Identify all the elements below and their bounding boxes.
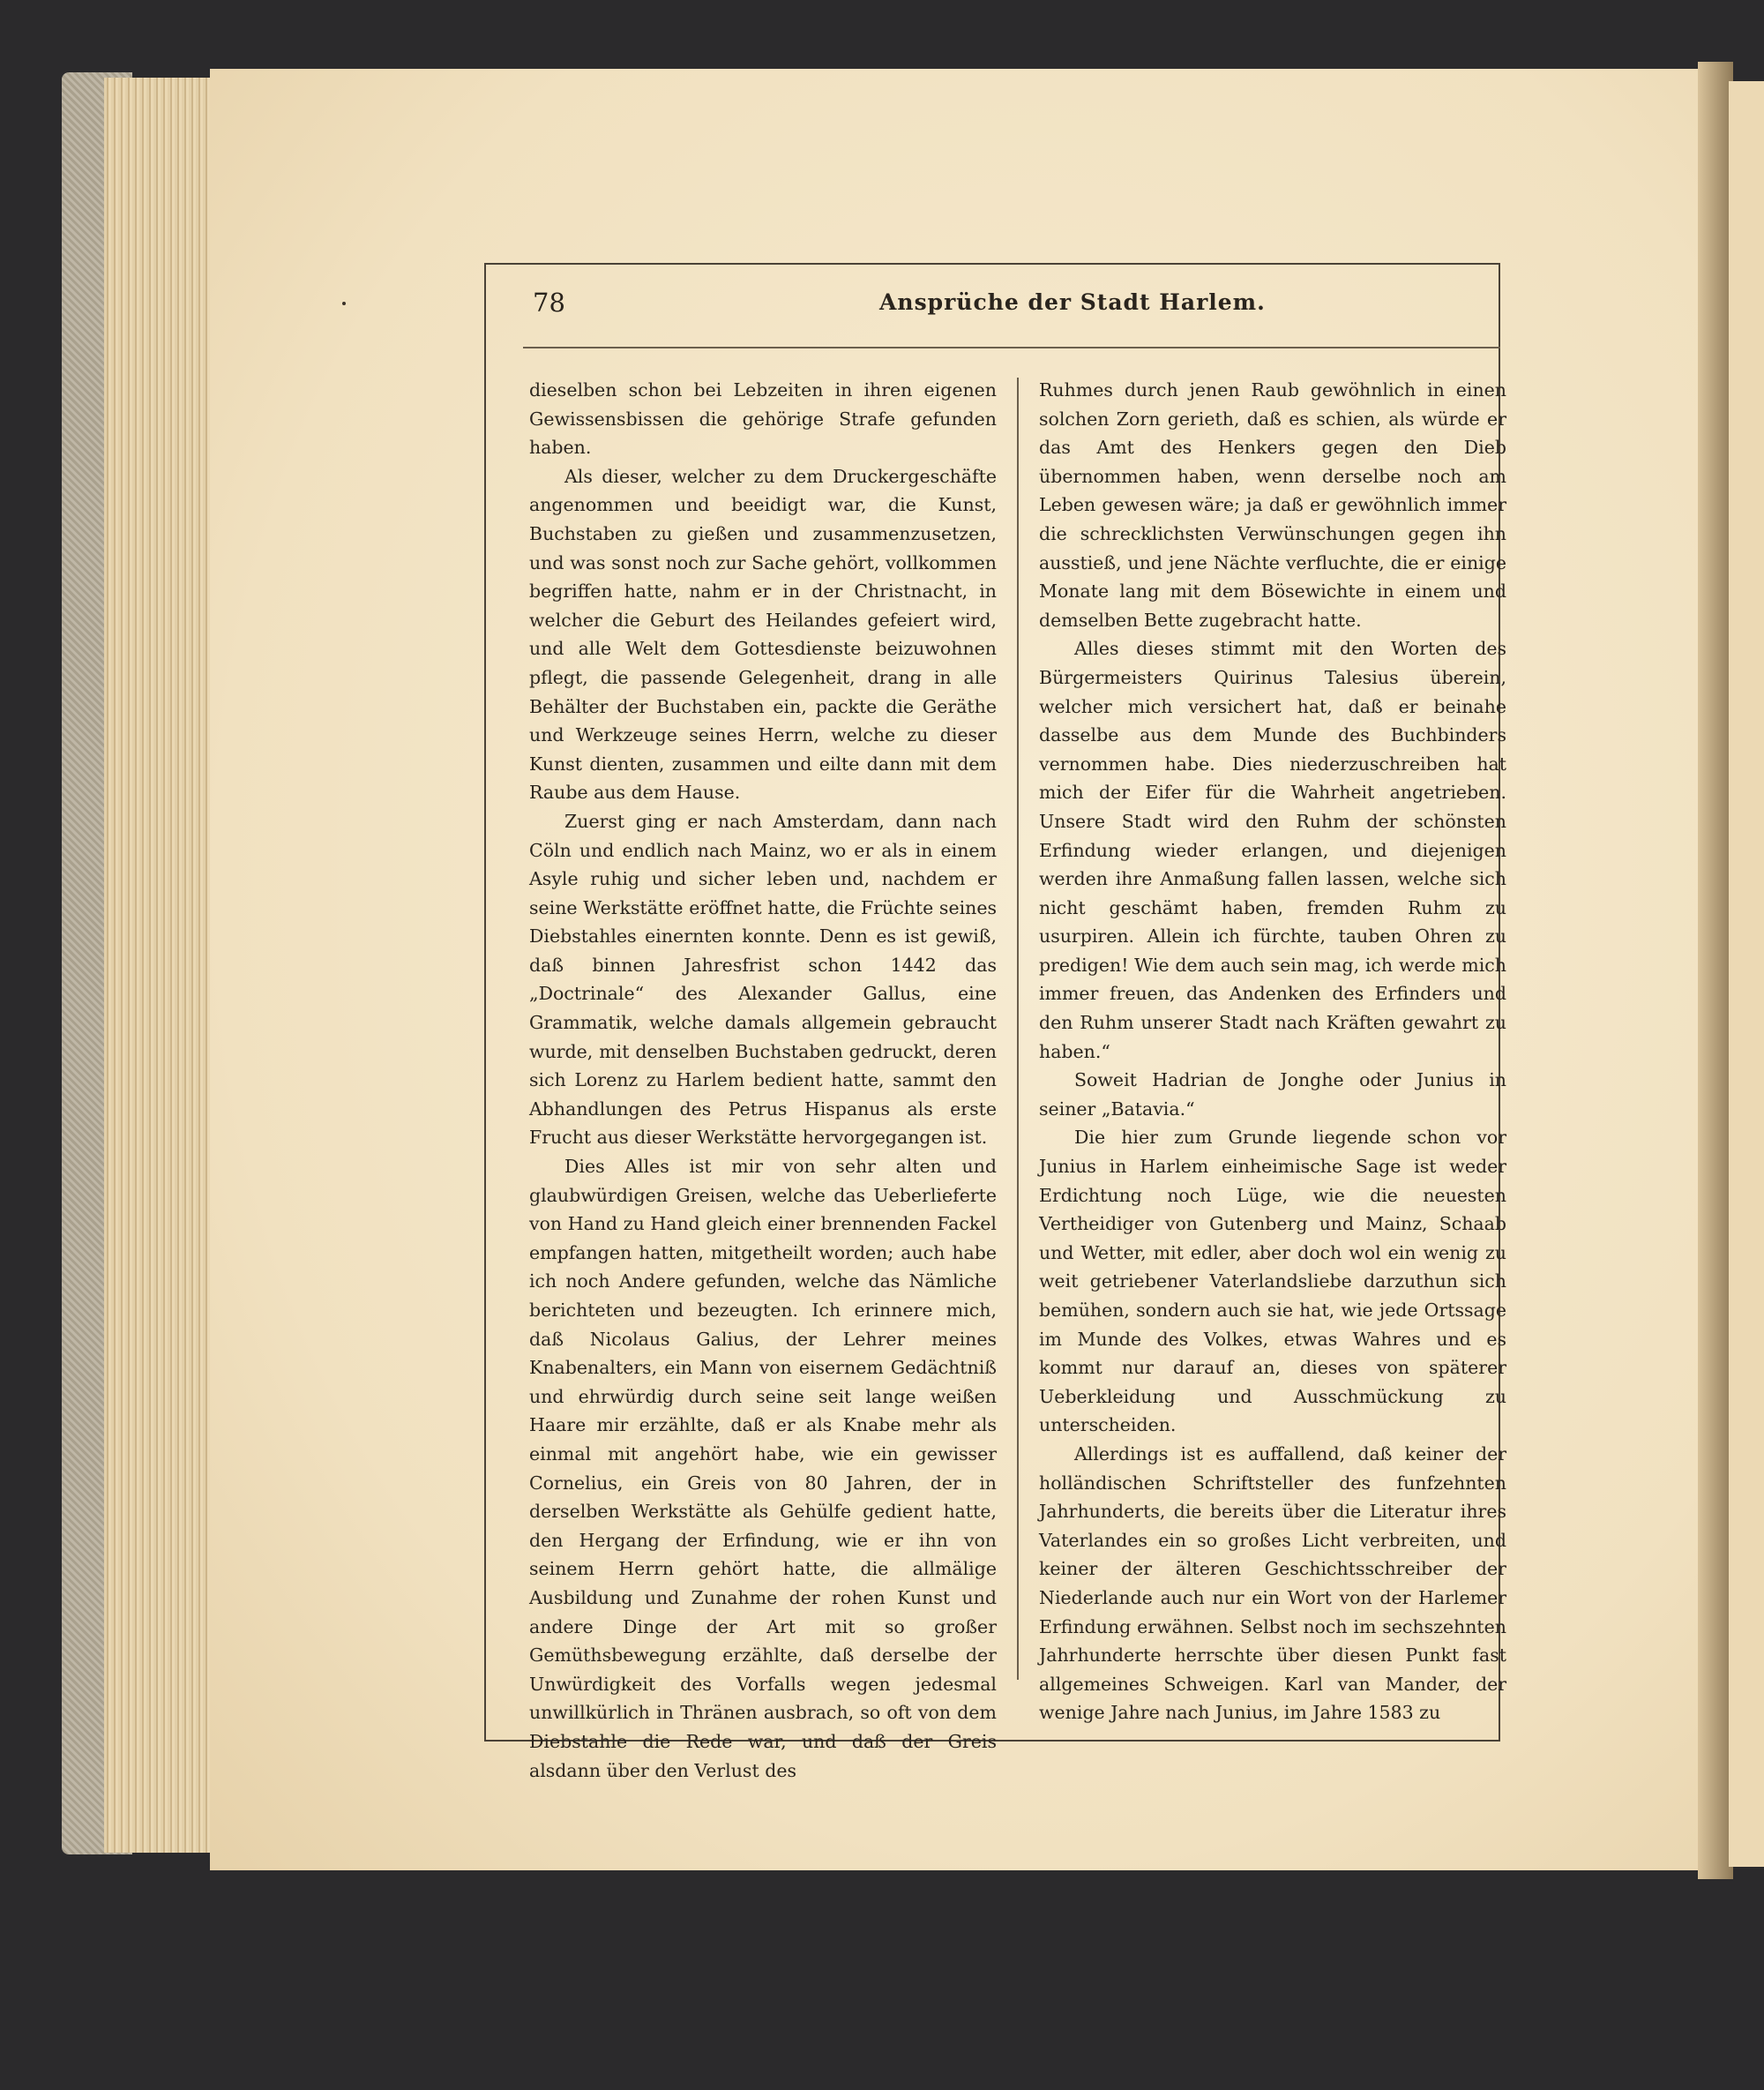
paragraph: Zuerst ging er nach Amsterdam, dann nach Cöln und endlich nach Mainz, wo er als in einem Asyle ruhig und sicher leben und, nachdem er seine Werkstätte eröffnet hatte, die Früchte seines Diebstahles einernten konnte. Denn es ist gewiß, daß binnen Jahresfrist schon 1442 das „Doctrinale“ des Alexander Gallus, eine Grammatik, welche damals allgemein gebraucht wurde, mit denselben Buchstaben gedruckt, deren sich Lorenz zu Harlem bedient hatte, sammt den Abhandlungen des Petrus Hispanus als erste Frucht aus dieser Werkstätte hervorgegangen ist.	[529, 810, 997, 1149]
header-rule	[523, 347, 1500, 348]
paragraph: Soweit Hadrian de Jonghe oder Junius in seiner „Batavia.“	[1039, 1069, 1506, 1120]
page-title: Ansprüche der Stadt Harlem.	[879, 289, 1266, 315]
text-column-right	[1039, 376, 1506, 1727]
page-gutter	[1698, 62, 1733, 1879]
paragraph: Allerdings ist es auffallend, daß keiner der holländischen Schriftsteller des funfzehnten Jahrhunderts, die bereits über die Literatur ihres Vaterlandes ein so großes Licht verbreiten, und keiner der älteren Geschichtsschreiber der Niederlande auch nur ein Wort von der Harlemer Erfindung erwähnen. Selbst noch im sechszehnten Jahrhunderte herrschte über diesen Punkt fast allgemeines Schweigen. Karl van Mander, der wenige Jahre nach Junius, im Jahre 1583 zu	[1039, 1442, 1506, 1724]
page-number: 78	[533, 288, 565, 318]
paragraph: Die hier zum Grunde liegende schon vor Junius in Harlem einheimische Sage ist weder Erdichtung noch Lüge, wie die neuesten Vertheidiger von Gutenberg und Mainz, Schaab und Wetter, mit edler, aber doch wol ein wenig zu weit getriebener Vaterlandsliebe darzuthun sich bemühen, sondern auch sie hat, wie jede Ortssage im Munde des Volkes, etwas Wahres und es kommt nur darauf an, dieses von späterer Ueberkleidung und Ausschmückung zu unterscheiden.	[1039, 1127, 1506, 1436]
facing-page-edge	[1729, 81, 1764, 1867]
paragraph: Alles dieses stimmt mit den Worten des Bürgermeisters Quirinus Talesius überein, welcher mich versichert hat, daß er beinahe dasselbe aus dem Munde des Buchbinders vernommen habe. Dies niederzuschreiben hat mich der Eifer für die Wahrheit angetrieben. Unsere Stadt wird den Ruhm der schönsten Erfindung wieder erlangen, und diejenigen werden ihre Anmaßung fallen lassen, welche sich nicht geschämt haben, fremden Ruhm zu usurpiren. Allein ich fürchte, tauben Ohren zu predigen! Wie dem auch sein mag, ich werde mich immer freuen, das Andenken des Erfinders und den Ruhm unserer Stadt nach Kräften gewahrt zu haben.“	[1039, 638, 1506, 1062]
paragraph: Als dieser, welcher zu dem Druckergeschäfte angenommen und beeidigt war, die Kunst, Buchstaben zu gießen und zusammenzusetzen, und was sonst noch zur Sache gehört, vollkommen begriffen hatte, nahm er in der Christnacht, in welcher die Geburt des Heilandes gefeiert wird, und alle Welt dem Gottesdienste beizuwohnen pflegt, die passende Gelegenheit, drang in alle Behälter der Buchstaben ein, packte die Geräthe und Werkzeuge seines Herrn, welche zu dieser Kunst dienten, zusammen und eilte dann mit dem Raube aus dem Hause.	[529, 465, 997, 804]
paragraph: Dies Alles ist mir von sehr alten und glaubwürdigen Greisen, welche das Ueberlieferte von Hand zu Hand gleich einer brennenden Fackel empfangen hatten, mitgetheilt worden; auch habe ich noch Andere gefunden, welche das Nämliche berichteten und bezeugten. Ich erinnere mich, daß Nicolaus Galius, der Lehrer meines Knabenalters, ein Mann von eisernem Gedächtniß und ehrwürdig durch seine seit lange weißen Haare mir erzählte, daß er als Knabe mehr als einmal mit angehört habe, wie ein gewisser Cornelius, ein Greis von 80 Jahren, der in derselben Werkstätte als Gehülfe gedient hatte, den Hergang der Erfindung, wie er ihn von seinem Herrn gehört hatte, die allmälige Ausbildung und Zunahme der rohen Kunst und andere Dinge der Art mit so großer Gemüthsbewegung erzählte, daß derselbe der Unwürdigkeit des Vorfalls wegen jedesmal unwillkürlich in Thränen ausbrach, so oft von dem Diebstahle die Rede war, und daß der Greis alsdann über den Verlust des	[529, 1156, 997, 1781]
paragraph: Ruhmes durch jenen Raub gewöhnlich in einen solchen Zorn gerieth, daß es schien, als würde er das Amt des Henkers gegen den Dieb übernommen haben, wenn derselbe noch am Leben gewesen wäre; ja daß er gewöhnlich immer die schrecklichsten Verwünschungen gegen ihn ausstieß, und jene Nächte verfluchte, die er einige Monate lang mit dem Bösewichte in einem und demselben Bette zugebracht hatte.	[1039, 379, 1506, 631]
ink-speck	[342, 302, 346, 305]
paragraph: dieselben schon bei Lebzeiten in ihren eigenen Gewissensbissen die gehörige Strafe gefunden haben.	[529, 379, 997, 459]
running-head	[533, 284, 1503, 328]
text-column-left	[529, 376, 997, 1785]
column-divider	[1017, 378, 1019, 1680]
